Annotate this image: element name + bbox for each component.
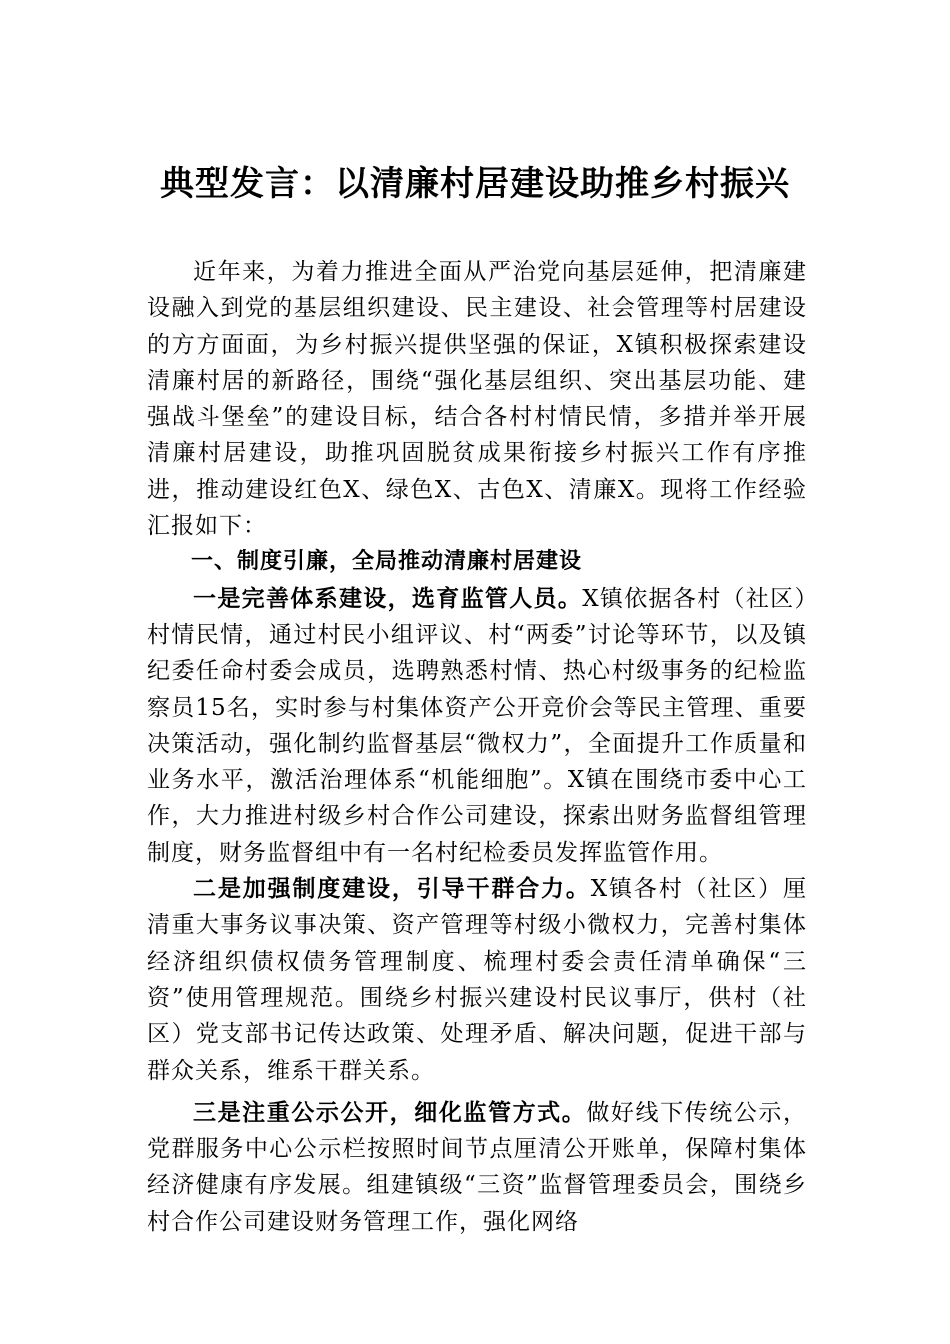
paragraph-3-text: 做好线下传统公示，党群服务中心公示栏按照时间节点厘清公开账单，保障村集体经济健康有序发展。组建镇级“三资”监督管理委员会，围绕乡村合作公司建设财务管理工作，强化网络 [147, 1099, 808, 1235]
paragraph-2-text: X镇各村（社区）厘清重大事务议事决策、资产管理等村级小微权力，完善村集体经济组织债权债务管理制度、梳理村委会责任清单确保“三资”使用管理规范。围绕乡村振兴建设村民议事厅，供村（社区）党支部书记传达政策、处理矛盾、解决问题，促进干部与群众关系，维系干群关系。 [147, 876, 807, 1084]
paragraph-1 [147, 581, 807, 871]
paragraph-1-lead: 一是完善体系建设，选育监管人员。 [193, 584, 583, 612]
section-heading-1: 一、制度引廉，全局推动清廉村居建设 [191, 549, 583, 575]
paragraph-2-lead: 二是加强制度建设，引导干群合力。 [193, 875, 591, 903]
document-title: 典型发言：以清廉村居建设助推乡村振兴 [160, 164, 790, 204]
paragraph-1-text: X镇依据各村（社区）村情民情，通过村民小组评议、村“两委”讨论等环节，以及镇纪委任命村委会成员，选聘熟悉村情、热心村级事务的纪检监察员15名，实时参与村集体资产公开竞价会等民主管理、重要决策活动，强化制约监督基层“微权力”，全面提升工作质量和业务水平，激活治理体系“机能细胞”。X镇在围绕市委中心工作，大力推进村级乡村合作公司建设，探索出财务监督组管理制度，财务监督组中有一名村纪检委员发挥监管作用。 [147, 585, 808, 866]
paragraph-3-lead: 三是注重公示公开，细化监管方式。 [193, 1098, 587, 1126]
paragraph-2 [147, 871, 807, 1089]
intro-paragraph: 近年来，为着力推进全面从严治党向基层延伸，把清廉建设融入到党的基层组织建设、民主建设、社会管理等村居建设的方方面面，为乡村振兴提供坚强的保证，X镇积极探索建设清廉村居的新路径，围绕“强化基层组织、突出基层功能、建强战斗堡垒”的建设目标，结合各村村情民情，多措并举开展清廉村居建设，助推巩固脱贫成果衔接乡村振兴工作有序推进，推动建设红色X、绿色X、古色X、清廉X。现将工作经验汇报如下： [147, 259, 807, 540]
paragraph-3 [147, 1095, 807, 1240]
document-body [147, 254, 807, 1240]
